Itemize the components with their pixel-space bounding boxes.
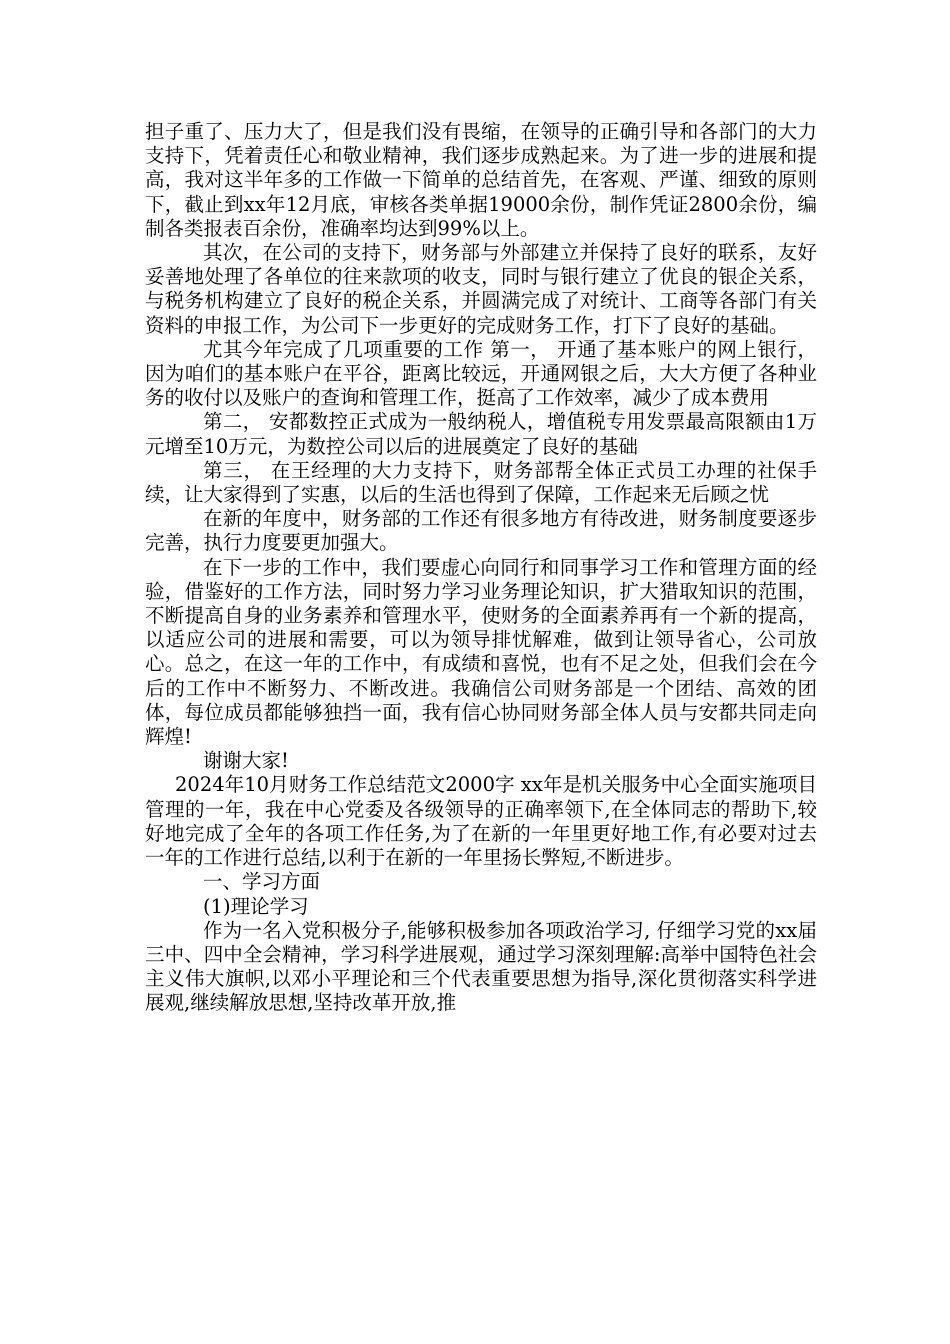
subsection-heading-theory: (1)理论学习	[203, 894, 309, 918]
paragraph-new-year: 在新的年度中，财务部的工作还有很多地方有待改进，财务制度要逐步完善，执行力度要更加强大。	[145, 507, 817, 555]
paragraph-key-work: 尤其今年完成了几项重要的工作 第一， 开通了基本账户的网上银行，因为咱们的基本账户在平谷，距离比较远，开通网银之后，大大方便了各种业务的收付以及账户的查询和管理工作，挺高了工作效率，减少了成本费用	[145, 337, 817, 410]
document-page	[145, 120, 817, 1016]
paragraph-theory-study: 作为一名入党积极分子,能够积极参加各项政治学习, 仔细学习党的xx届三中、四中全会精神，学习科学进展观，通过学习深刻理解:高举中国特色社会主义伟大旗帜,以邓小平理论和三个代表重要思想为指导,深化贯彻落实科学进展观,继续解放思想,坚持改革开放,推	[145, 918, 817, 1015]
paragraph-intro: 担子重了、压力大了，但是我们没有畏缩，在领导的正确引导和各部门的大力支持下，凭着责任心和敬业精神，我们逐步成熟起来。为了进一步的进展和提高，我对这半年多的工作做一下简单的总结首先，在客观、严谨、细致的原则下，截止到xx年12月底，审核各类单据19000余份，制作凭证2800余份，编制各类报表百余份，准确率均达到99%以上。	[145, 120, 817, 240]
paragraph-thanks: 谢谢大家!	[203, 749, 289, 773]
section-heading-study: 一、学习方面	[203, 870, 321, 894]
paragraph-next-step: 在下一步的工作中，我们要虚心向同行和同事学习工作和管理方面的经验，借鉴好的工作方法，同时努力学习业务理论知识，扩大猎取知识的范围，不断提高自身的业务素养和管理水平，使财务的全面素养再有一个新的提高，以适应公司的进展和需要，可以为领导排忧解难，做到让领导省心，公司放心。总之，在这一年的工作中，有成绩和喜悦，也有不足之处，但我们会在今后的工作中不断努力、不断改进。我确信公司财务部是一个团结、高效的团体，每位成员都能够独挡一面，我有信心协同财务部全体人员与安都共同走向辉煌!	[145, 555, 817, 749]
paragraph-second: 其次，在公司的支持下，财务部与外部建立并保持了良好的联系，友好妥善地处理了各单位的往来款项的收支，同时与银行建立了优良的银企关系，与税务机构建立了良好的税企关系，并圆满完成了对统计、工商等各部门有关资料的申报工作，为公司下一步更好的完成财务工作，打下了良好的基础。	[145, 241, 817, 337]
paragraph-third-item: 第三， 在王经理的大力支持下，财务部帮全体正式员工办理的社保手续，让大家得到了实惠，以后的生活也得到了保障，工作起来无后顾之忧	[145, 458, 817, 507]
paragraph-second-item: 第二， 安都数控正式成为一般纳税人，增值税专用发票最高限额由1万元增至10万元，为数控公司以后的进展奠定了良好的基础	[145, 410, 817, 458]
paragraph-summary-title: 2024年10月财务工作总结范文2000字 xx年是机关服务中心全面实施项目管理的一年，我在中心党委及各级领导的正确率领下,在全体同志的帮助下,较好地完成了全年的各项工作任务,为了在新的一年里更好地工作,有必要对过去一年的工作进行总结,以利于在新的一年里扬长弊短,不断进步。	[145, 773, 817, 870]
